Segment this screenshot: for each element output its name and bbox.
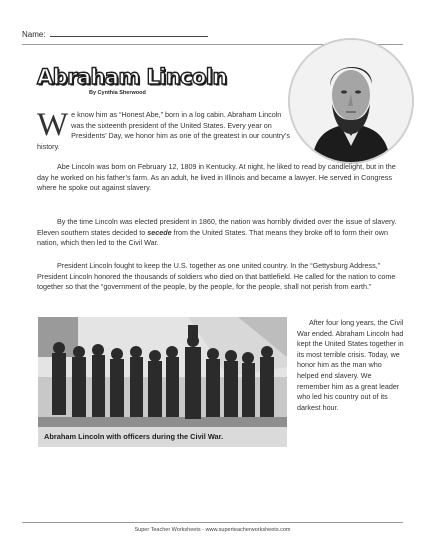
paragraph-gettysburg: [37, 261, 403, 293]
paragraph-5: After four long years, the Civil War ended. Abraham Lincoln had kept the United States together in its most terrible crisis. Today, we honor him as the man who helped end slavery. We remember him as a great leader who led his country out of its darkest hour.: [297, 318, 404, 412]
name-label: Name:: [22, 30, 46, 39]
article-byline: By Cynthia Sherwood: [89, 90, 146, 96]
paragraph-3: [37, 217, 403, 249]
vocab-word-secede: secede: [147, 227, 172, 237]
photo-caption: Abraham Lincoln with officers during the Civil War.: [38, 427, 287, 447]
bottom-divider: [22, 522, 403, 523]
paragraph-3-text-end: from the United States. That means they broke off to form their own nation, which then led to the Civil War.: [37, 227, 388, 248]
lincoln-portrait-image: [288, 38, 414, 164]
paragraph-1: e know him as “Honest Abe,” born in a log cabin. Abraham Lincoln was the sixteenth president of the United States. Every year on Presidents’ Day, we honor him as one of the greatest in our country’s history.: [37, 110, 290, 151]
paragraph-2: Abe Lincoln was born on February 12, 1809 in Kentucky. At night, he liked to read by candlelight, but in the day he worked on his father’s farm. As an adult, he lived in Illinois and became a lawyer. He served in Congress where he spoke out against slavery.: [37, 162, 396, 193]
paragraph-early-life: [37, 162, 403, 194]
footer-credit: Super Teacher Worksheets - www.superteacherworksheets.com: [134, 527, 291, 533]
paragraph-civil-war-start: [37, 217, 403, 249]
name-line: [22, 29, 208, 39]
article-title: Abraham Lincoln: [37, 65, 227, 89]
paragraph-conclusion: [297, 318, 405, 413]
paragraph-intro: [37, 107, 295, 152]
drop-cap: W: [37, 107, 69, 143]
paragraph-3-text: By the time Lincoln was elected president in 1860, the nation was horribly divided over the issue of slavery. Eleven southern states decided to: [37, 217, 397, 237]
paragraph-4: President Lincoln fought to keep the U.S. together as one united country. In the “Gettysburg Address,” President Lincoln honored the thousands of soldiers who died on that battlefield. He called for the nation to come together so that the “government of the people, by the people, for the people, shall not perish from earth.”: [37, 261, 396, 292]
name-field-line[interactable]: [50, 29, 208, 37]
